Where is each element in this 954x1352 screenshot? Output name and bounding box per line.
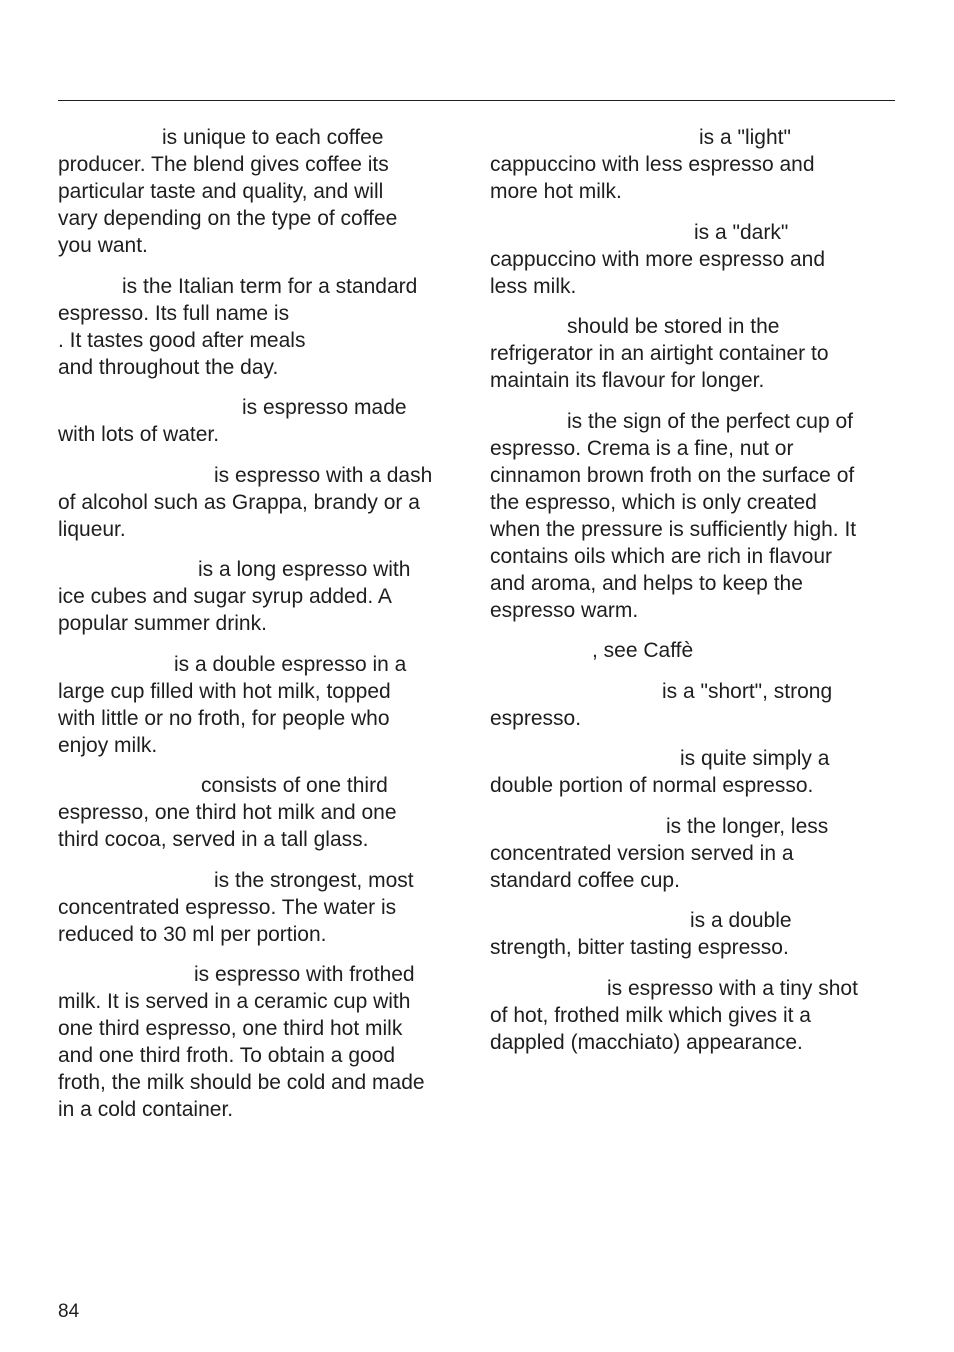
glossary-entry-coffee: should be stored in the refrigerator in an airtight container to maintain its flavour for longer. <box>490 315 829 392</box>
glossary-entry-caffe-mocha: consists of one third espresso, one third hot milk and one third cocoa, served in a tall glass. <box>58 774 397 851</box>
page-number: 84 <box>58 1301 80 1322</box>
glossary-entry-cappuccino: is espresso with frothed milk. It is served in a ceramic cup with one third espresso, one third hot milk and one third froth. To obtain a good froth, the milk should be cold and made in a cold container. <box>58 963 425 1121</box>
glossary-entry-espresso-corto: is a "short", strong espresso. <box>490 679 833 730</box>
glossary-entry-caffe: is the Italian term for a standard espresso. Its full name is . It tastes good after meals and throughout the day. <box>58 274 418 379</box>
glossary-entry-caffe-freddo: is a long espresso with ice cubes and sugar syrup added. A popular summer drink. <box>58 558 411 635</box>
glossary-entry-espresso: , see Caffè <box>592 639 694 662</box>
left-column <box>58 124 478 1137</box>
right-column <box>490 124 900 1069</box>
glossary-entry-crema: is the sign of the perfect cup of espresso. Crema is a fine, nut or cinnamon brown froth on the surface of the espresso, which is only created when the pressure is sufficiently high. It contains oils which are rich in flavour and aroma, and helps to keep the espresso warm. <box>490 409 857 622</box>
glossary-entry-caffe-corretto: is espresso with a dash of alcohol such as Grappa, brandy or a liqueur. <box>58 463 433 541</box>
glossary-entry-caffe-latte: is a double espresso in a large cup filled with hot milk, topped with little or no froth, for people who enjoy milk. <box>58 652 407 757</box>
glossary-entry-macchiato: is espresso with a tiny shot of hot, frothed milk which gives it a dappled (macchiato) appearance. <box>490 976 858 1054</box>
glossary-entry-caffe-americano: is espresso made with lots of water. <box>58 396 407 446</box>
glossary-entry-cappuccino-chiaro: is a "light" cappuccino with less espresso and more hot milk. <box>490 126 815 203</box>
glossary-entry-espresso-ristretto: is a double strength, bitter tasting espresso. <box>490 909 792 959</box>
glossary-entry-cappuccino-scuro: is a "dark" cappuccino with more espresso and less milk. <box>490 220 826 298</box>
glossary-entry-caffe-ristretto: is the strongest, most concentrated espresso. The water is reduced to 30 ml per portion. <box>58 868 414 946</box>
header-rule <box>58 100 895 101</box>
glossary-entry-blend: is unique to each coffee producer. The blend gives coffee its particular taste and quality, and will vary depending on the type of coffee you want. <box>58 126 398 257</box>
glossary-entry-espresso-doppio: is quite simply a double portion of normal espresso. <box>490 747 830 797</box>
glossary-entry-espresso-lungo: is the longer, less concentrated version served in a standard coffee cup. <box>490 814 829 892</box>
